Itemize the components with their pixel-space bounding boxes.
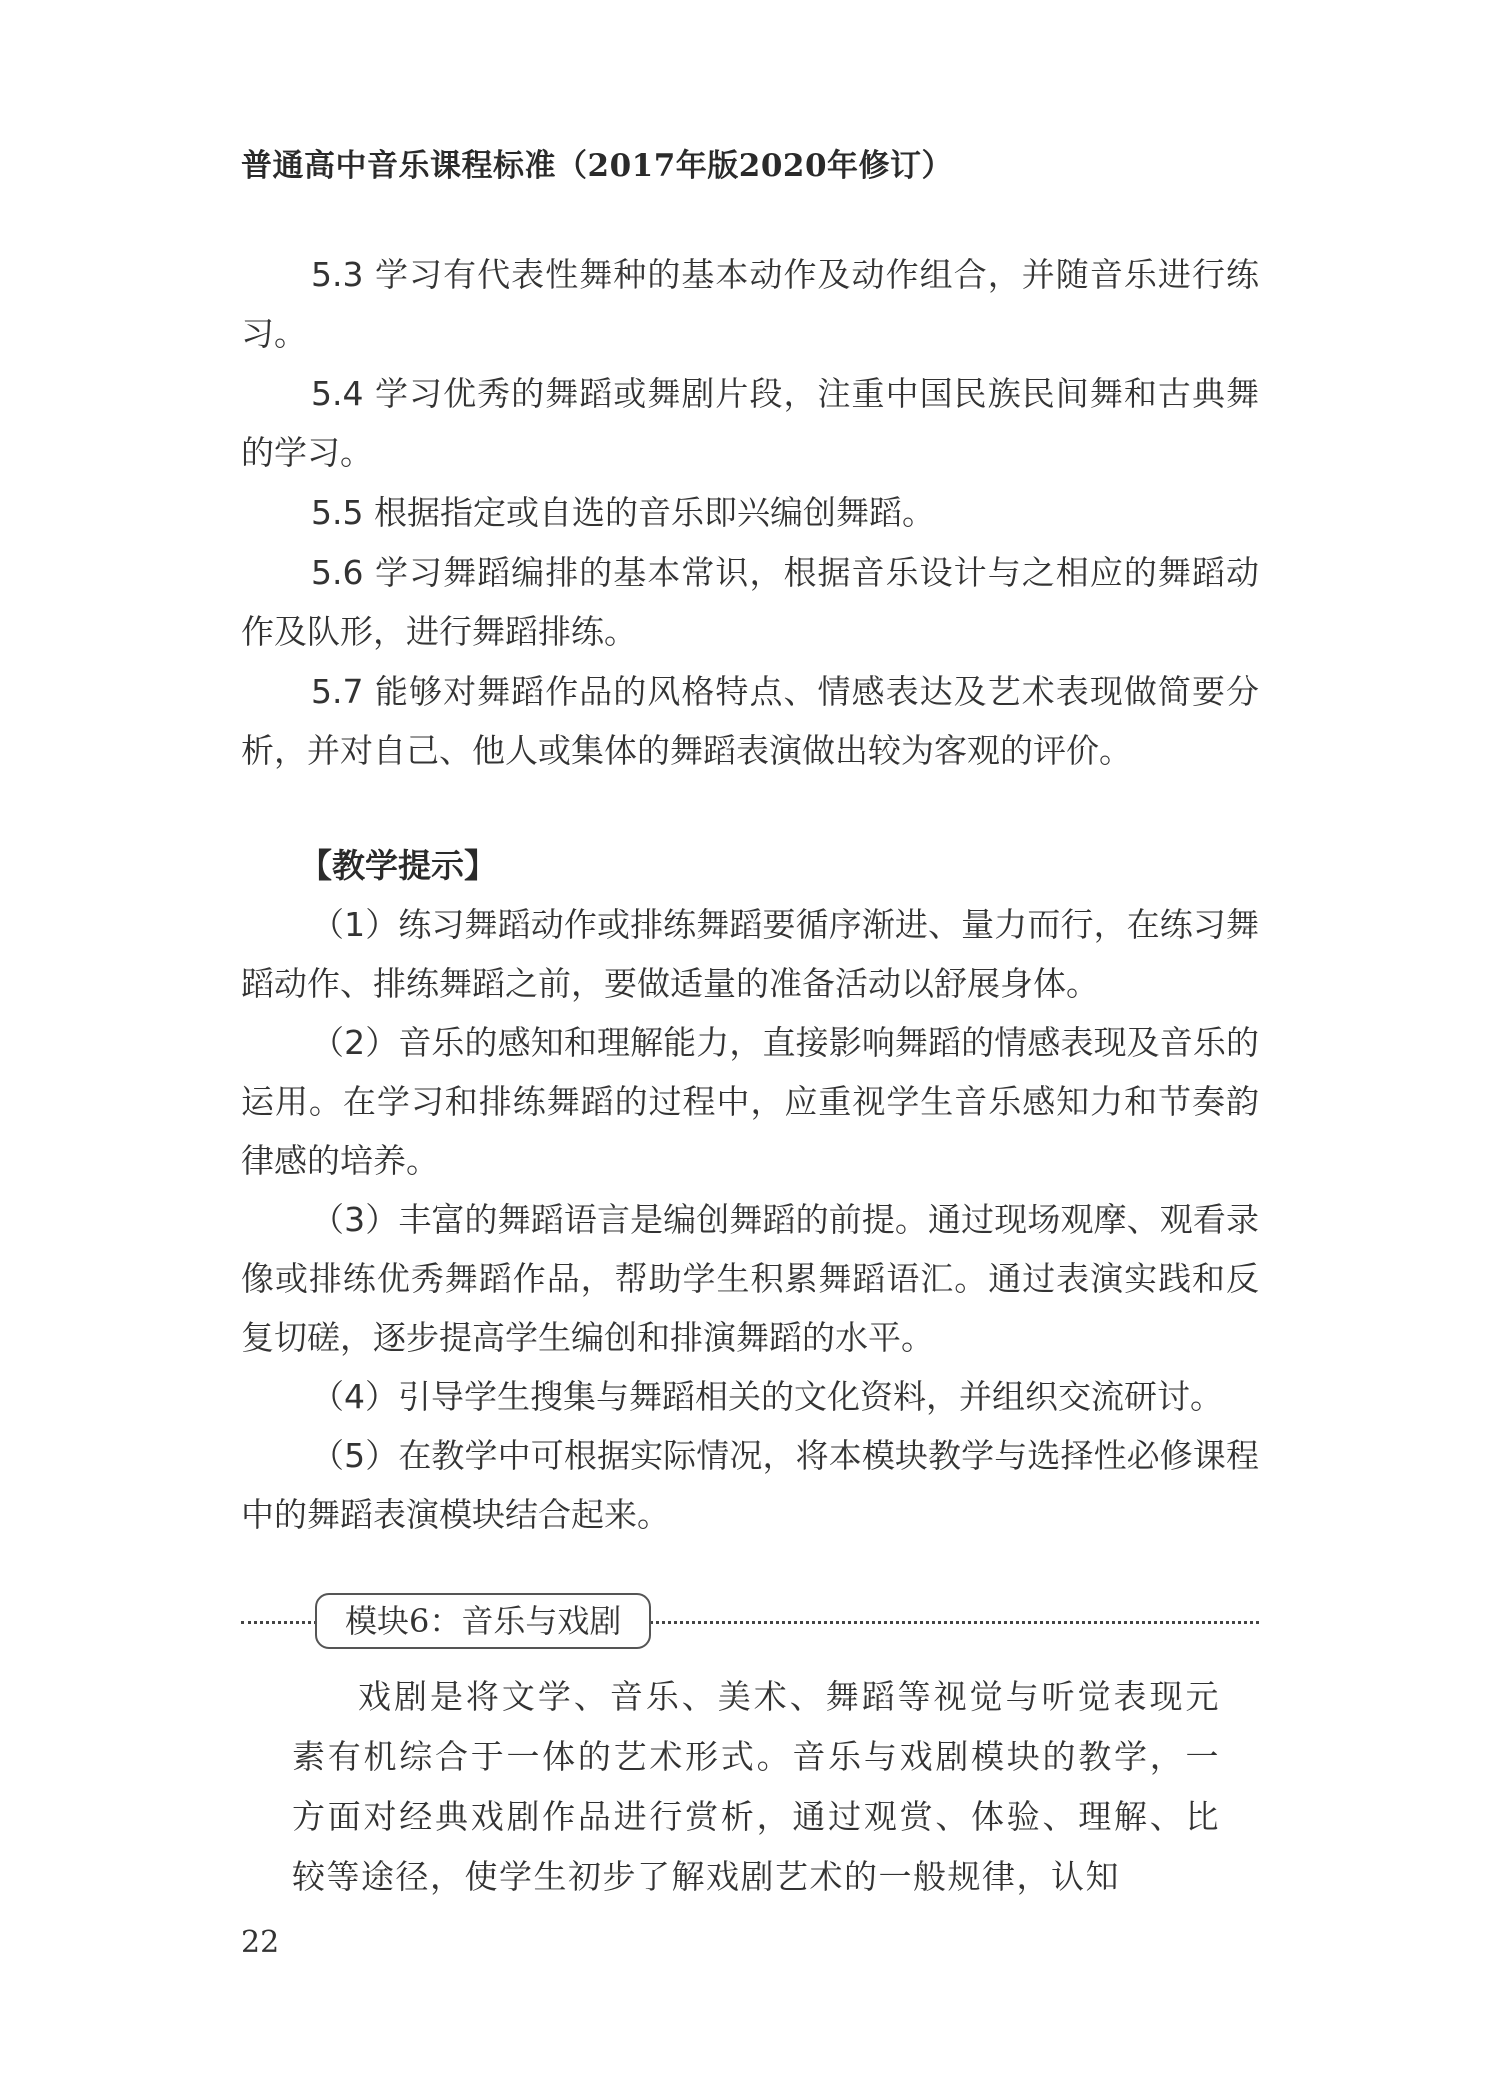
module-title: 模块6：音乐与戏剧 [315, 1593, 651, 1649]
module-intro [292, 1667, 1220, 1907]
item-5-7: 5.7 能够对舞蹈作品的风格特点、情感表达及艺术表现做简要分析，并对自己、他人或集体的舞蹈表演做出较为客观的评价。 [241, 672, 1259, 770]
running-header: 普通高中音乐课程标准（2017年版2020年修订） [241, 148, 954, 184]
body-text [241, 245, 1259, 1544]
item-5-6: 5.6 学习舞蹈编排的基本常识，根据音乐设计与之相应的舞蹈动作及队形，进行舞蹈排练。 [241, 553, 1259, 651]
item-5-5: 5.5 根据指定或自选的音乐即兴编创舞蹈。 [311, 493, 935, 532]
page-number: 22 [241, 1925, 280, 1960]
tip-3: （3）丰富的舞蹈语言是编创舞蹈的前提。通过现场观摩、观看录像或排练优秀舞蹈作品，帮助学生积累舞蹈语汇。通过表演实践和反复切磋，逐步提高学生编创和排演舞蹈的水平。 [241, 1200, 1259, 1357]
tip-5: （5）在教学中可根据实际情况，将本模块教学与选择性必修课程中的舞蹈表演模块结合起来。 [241, 1436, 1259, 1534]
tip-2: （2）音乐的感知和理解能力，直接影响舞蹈的情感表现及音乐的运用。在学习和排练舞蹈的过程中，应重视学生音乐感知力和节奏韵律感的培养。 [241, 1023, 1259, 1180]
tip-1: （1）练习舞蹈动作或排练舞蹈要循序渐进、量力而行，在练习舞蹈动作、排练舞蹈之前，要做适量的准备活动以舒展身体。 [241, 905, 1259, 1003]
teaching-tips-heading: 【教学提示】 [299, 846, 497, 885]
item-5-4: 5.4 学习优秀的舞蹈或舞剧片段，注重中国民族民间舞和古典舞的学习。 [241, 374, 1259, 472]
tip-4: （4）引导学生搜集与舞蹈相关的文化资料，并组织交流研讨。 [311, 1377, 1223, 1416]
teaching-tips [241, 895, 1259, 1544]
module-heading-bar [241, 1593, 1259, 1649]
item-5-3: 5.3 学习有代表性舞种的基本动作及动作组合，并随音乐进行练习。 [241, 255, 1259, 353]
module-intro-paragraph: 戏剧是将文学、音乐、美术、舞蹈等视觉与听觉表现元素有机综合于一体的艺术形式。音乐与戏剧模块的教学，一方面对经典戏剧作品进行赏析，通过观赏、体验、理解、比较等途径，使学生初步了解戏剧艺术的一般规律，认知 [292, 1677, 1220, 1896]
